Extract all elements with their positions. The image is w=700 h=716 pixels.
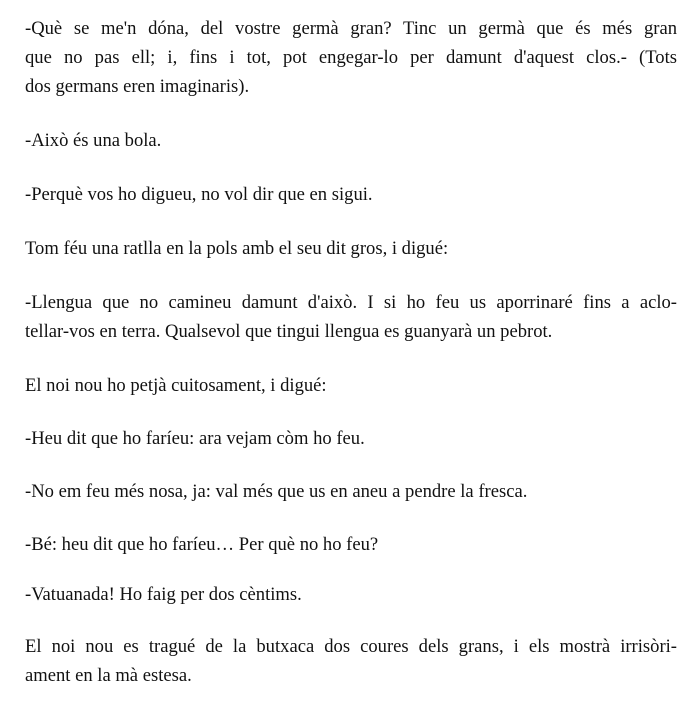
paragraph-dialogue-fareu (25, 530, 677, 559)
text-line: tellar-vos en terra. Qualsevol que tingui llengua es guanyarà un pebrot. (25, 321, 553, 342)
text-line: El noi nou ho petjà cuitosament, i digué: (25, 375, 327, 396)
paragraph-narration-coures (25, 632, 677, 690)
text-line: -Perquè vos ho digueu, no vol dir que en sigui. (25, 184, 373, 205)
text-line: que no pas ell; i, fins i tot, pot engegar-lo per damunt d'aquest clos.- (Tots (25, 47, 677, 68)
paragraph-dialogue-perque (25, 180, 677, 209)
text-line: -Vatuanada! Ho faig per dos cèntims. (25, 584, 302, 605)
paragraph-dialogue-brother (25, 14, 677, 101)
paragraph-dialogue-bola (25, 126, 677, 155)
text-line: -Llengua que no camineu damunt d'això. I si ho feu us aporrinaré fins a aclo- (25, 292, 677, 313)
text-line: -Què se me'n dóna, del vostre germà gran? Tinc un germà que és més gran (25, 18, 677, 39)
paragraph-narration-petja (25, 371, 677, 400)
paragraph-dialogue-centims (25, 580, 677, 609)
text-line: Tom féu una ratlla en la pols amb el seu dit gros, i digué: (25, 238, 449, 259)
text-line: ament en la mà estesa. (25, 665, 192, 686)
paragraph-dialogue-llengua (25, 288, 677, 346)
text-line: El noi nou es tragué de la butxaca dos coures dels grans, i els mostrà irrisòri- (25, 636, 677, 657)
text-line: -Bé: heu dit que ho faríeu… Per què no ho feu? (25, 534, 379, 555)
text-line: -No em feu més nosa, ja: val més que us en aneu a pendre la fresca. (25, 481, 528, 502)
text-line: -Heu dit que ho faríeu: ara vejam còm ho feu. (25, 428, 365, 449)
text-line: -Això és una bola. (25, 130, 162, 151)
paragraph-narration-ratlla (25, 234, 677, 263)
text-line: dos germans eren imaginaris). (25, 76, 250, 97)
paragraph-dialogue-nosa (25, 477, 677, 506)
paragraph-dialogue-vejam (25, 424, 677, 453)
